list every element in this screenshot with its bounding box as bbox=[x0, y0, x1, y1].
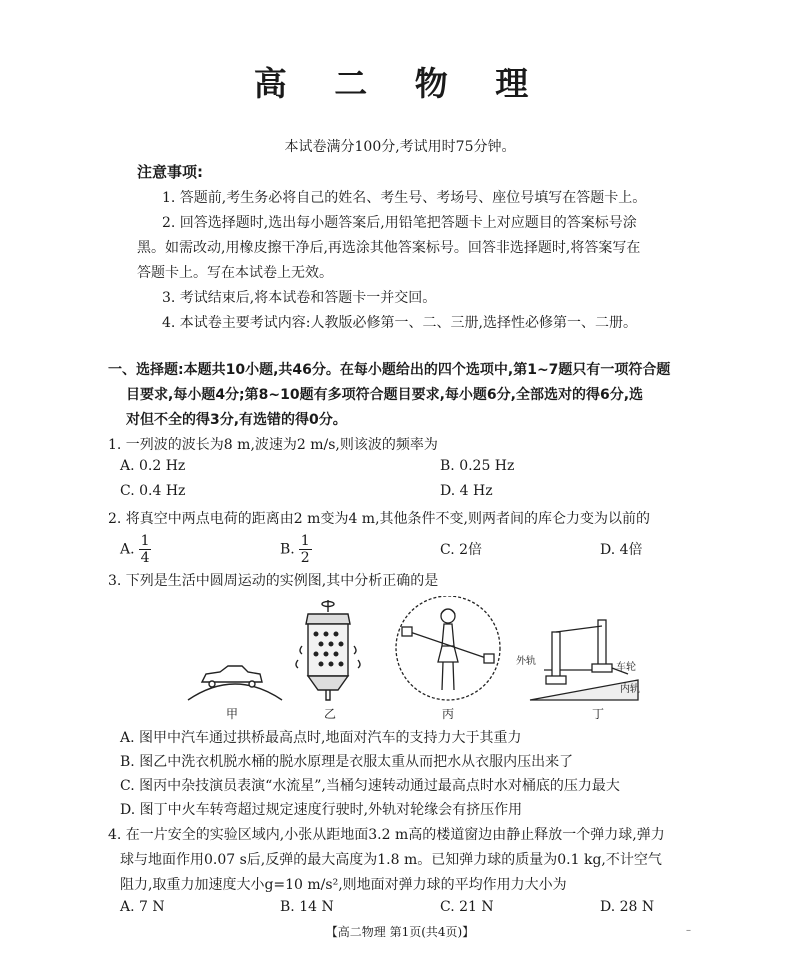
question-3-stem: 3. 下列是生活中圆周运动的实例图,其中分析正确的是 bbox=[108, 573, 439, 589]
q4-option-d: D. 28 N bbox=[600, 899, 655, 915]
figure-bing bbox=[396, 596, 500, 700]
q4-option-c: C. 21 N bbox=[440, 899, 494, 915]
q4-option-b: B. 14 N bbox=[280, 899, 334, 915]
figure-yi bbox=[296, 600, 360, 700]
q1-option-d: D. 4 Hz bbox=[440, 483, 493, 499]
notice-item: 黑。如需改动,用橡皮擦干净后,再选涂其他答案标号。回答非选择题时,将答案写在 bbox=[137, 240, 641, 256]
q1-option-b: B. 0.25 Hz bbox=[440, 458, 515, 474]
exam-info: 本试卷满分100分,考试用时75分钟。 bbox=[284, 139, 516, 155]
notice-heading: 注意事项: bbox=[137, 163, 203, 181]
q1-option-a: A. 0.2 Hz bbox=[120, 458, 186, 474]
q2-option-d: D. 4倍 bbox=[600, 542, 643, 558]
question-2-stem: 2. 将真空中两点电荷的距离由2 m变为4 m,其他条件不变,则两者间的库仑力变为以前的 bbox=[108, 511, 650, 527]
label-bing: 丙 bbox=[441, 707, 455, 721]
q2-option-a: A. $\frac{1}{4}$ bbox=[120, 533, 150, 566]
label-ding: 丁 bbox=[591, 707, 605, 721]
label-yi: 乙 bbox=[323, 707, 337, 721]
question-4-stem: 4. 在一片安全的实验区域内,小张从距地面3.2 m高的楼道窗边由静止释放一个弹力球,弹力 bbox=[108, 827, 665, 843]
section-instructions: 目要求,每小题4分;第8~10题有多项符合题目要求,每小题6分,全部选对的得6分,选 bbox=[126, 387, 644, 403]
question-4-stem: 阻力,取重力加速度大小g=10 m/s²,则地面对弹力球的平均作用力大小为 bbox=[120, 877, 567, 893]
label-wheel: 车轮 bbox=[616, 662, 636, 673]
circular-motion-figure bbox=[180, 596, 650, 722]
q3-option-d: D. 图丁中火车转弯超过规定速度行驶时,外轨对轮缘会有挤压作用 bbox=[120, 802, 523, 818]
notice-item: 2. 回答选择题时,选出每小题答案后,用铅笔把答题卡上对应题目的答案标号涂 bbox=[162, 215, 637, 231]
q3-option-c: C. 图丙中杂技演员表演“水流星”,当桶匀速转动通过最高点时水对桶底的压力最大 bbox=[120, 778, 620, 794]
label-jia: 甲 bbox=[225, 707, 239, 721]
section-instructions: 对但不全的得3分,有选错的得0分。 bbox=[126, 412, 347, 428]
notice-item: 3. 考试结束后,将本试卷和答题卡一并交回。 bbox=[162, 290, 437, 306]
question-1-stem: 1. 一列波的波长为8 m,波速为2 m/s,则该波的频率为 bbox=[108, 437, 438, 453]
fraction: $\frac{1}{4}$ bbox=[140, 533, 150, 566]
q2-option-c: C. 2倍 bbox=[440, 542, 483, 558]
q4-option-a: A. 7 N bbox=[120, 899, 165, 915]
section-instructions: 一、选择题:本题共10小题,共46分。在每小题给出的四个选项中,第1~7题只有一项符合题 bbox=[108, 362, 671, 378]
corner-mark: – bbox=[686, 925, 691, 936]
q2-option-b: B. $\frac{1}{2}$ bbox=[280, 533, 310, 566]
fraction: $\frac{1}{2}$ bbox=[300, 533, 310, 566]
q1-option-c: C. 0.4 Hz bbox=[120, 483, 186, 499]
notice-item: 4. 本试卷主要考试内容:人教版必修第一、二、三册,选择性必修第一、二册。 bbox=[162, 315, 637, 331]
notice-item: 1. 答题前,考生务必将自己的姓名、考生号、考场号、座位号填写在答题卡上。 bbox=[162, 190, 647, 206]
label-outer-rail: 外轨 bbox=[516, 656, 536, 667]
label-inner-rail: 内轨 bbox=[620, 684, 640, 695]
q3-option-b: B. 图乙中洗衣机脱水桶的脱水原理是衣服太重从而把水从衣服内压出来了 bbox=[120, 754, 574, 770]
page-footer: 【高二物理 第1页(共4页)】 bbox=[325, 925, 475, 939]
figure-jia bbox=[188, 666, 282, 700]
question-4-stem: 球与地面作用0.07 s后,反弹的最大高度为1.8 m。已知弹力球的质量为0.1 kg,不计空气 bbox=[120, 852, 662, 868]
q3-option-a: A. 图甲中汽车通过拱桥最高点时,地面对汽车的支持力大于其重力 bbox=[120, 730, 522, 746]
notice-item: 答题卡上。写在本试卷上无效。 bbox=[137, 265, 333, 281]
page-title: 高 二 物 理 bbox=[253, 64, 547, 103]
